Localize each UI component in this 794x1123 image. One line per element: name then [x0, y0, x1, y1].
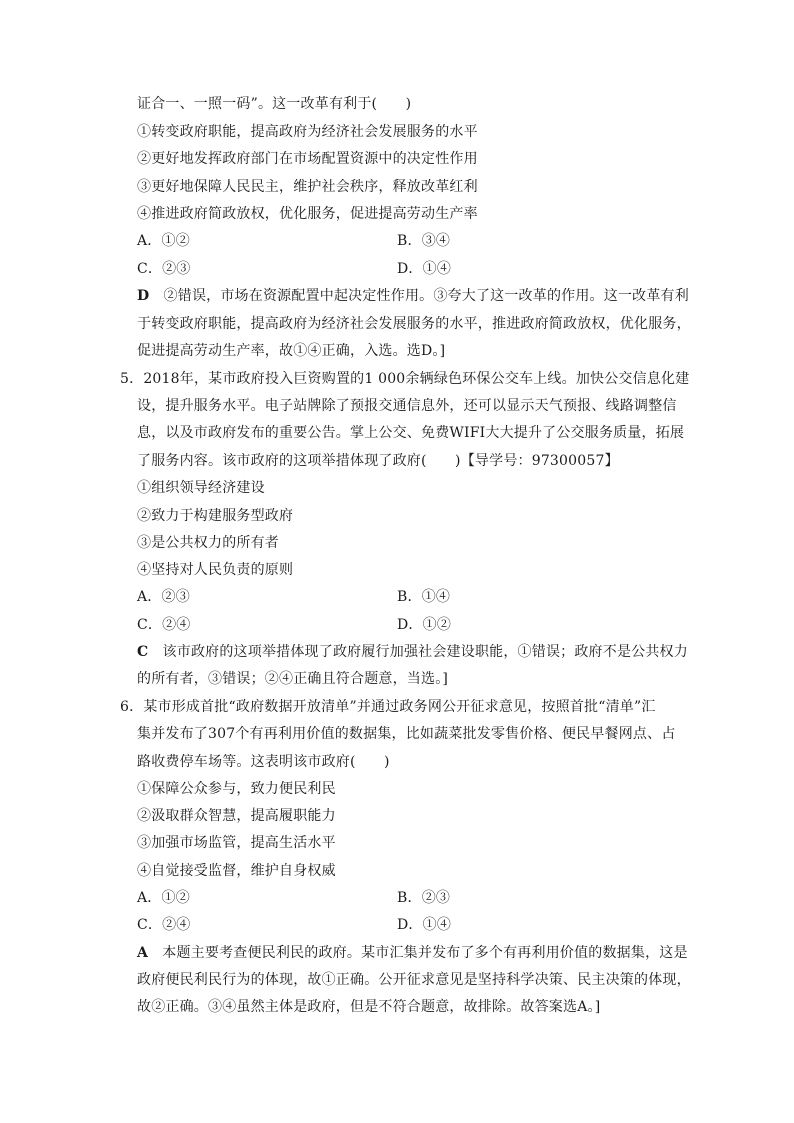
- q6-option-b: B．②③: [397, 890, 451, 906]
- q6-item-3: ③加强市场监管，提高生活水平: [137, 835, 336, 851]
- q5-stem-text: 2018年，某市政府投入巨资购置的1 000余辆绿色环保公交车上线。加快公交信息化建: [143, 371, 690, 387]
- q4-item-1: ①转变政府职能，提高政府为经济社会发展服务的水平: [137, 124, 478, 140]
- q4-explanation-line-3: 促进提高劳动生产率，故①④正确，入选。选D。]: [137, 343, 446, 359]
- q4-explanation-line-1: [137, 286, 689, 306]
- q5-stem-line-3: 息，以及市政府发布的重要公告。掌上公交、免费WIFI大大提升了公交服务质量，拓展: [137, 425, 685, 441]
- q4-stem-tail: 证合一、一照一码”。这一改革有利于( ): [137, 96, 412, 112]
- q6-stem-line-1: [120, 697, 656, 717]
- q5-stem-line-1: [120, 369, 689, 389]
- q6-item-1: ①保障公众参与，致力便民利民: [137, 781, 336, 797]
- q5-stem-line-4: 了服务内容。该市政府的这项举措体现了政府( )【导学号：97300057】: [137, 453, 619, 469]
- q6-option-a: A．①②: [137, 890, 190, 906]
- q6-number: 6．: [120, 699, 144, 715]
- q5-explanation-line-2: 的所有者，③错误；②④正确且符合题意，当选。]: [137, 671, 449, 687]
- q6-explanation-line-3: 故②正确。③④虽然主体是政府，但是不符合题意，故排除。故答案选A。]: [137, 999, 601, 1015]
- q4-option-b: B．③④: [397, 233, 451, 249]
- q4-item-3: ③更好地保障人民民主，维护社会秩序，释放改革红利: [137, 179, 478, 195]
- q5-explanation-line-1: [137, 642, 688, 662]
- q6-option-d: D．①④: [397, 917, 452, 933]
- q5-explanation-text: 该市政府的这项举措体现了政府履行加强社会建设职能，①错误；政府不是公共权力: [162, 644, 688, 660]
- q5-item-1: ①组织领导经济建设: [137, 480, 265, 496]
- q5-item-4: ④坚持对人民负责的原则: [137, 562, 294, 578]
- q5-number: 5．: [120, 371, 144, 387]
- q6-explanation-text: 本题主要考查便民利民的政府。某市汇集并发布了多个有再利用价值的数据集，这是: [162, 945, 688, 961]
- q6-item-2: ②汲取群众智慧，提高履职能力: [137, 808, 336, 824]
- q4-explanation-line-2: 于转变政府职能，提高政府为经济社会发展服务的水平，推进政府简政放权，优化服务，: [137, 316, 691, 332]
- q5-option-b: B．①④: [397, 589, 451, 605]
- q5-option-d: D．①②: [397, 617, 452, 633]
- q5-item-2: ②致力于构建服务型政府: [137, 508, 294, 524]
- q6-item-4: ④自觉接受监督，维护自身权威: [137, 863, 336, 879]
- q6-answer-letter: A: [137, 945, 149, 961]
- q6-stem-text: 某市形成首批“政府数据开放清单”并通过政务网公开征求意见，按照首批“清单”汇: [143, 699, 656, 715]
- q4-option-a: A．①②: [137, 233, 190, 249]
- q4-option-d: D．①④: [397, 261, 452, 277]
- q6-explanation-line-2: 政府便民利民行为的体现，故①正确。公开征求意见是坚持科学决策、民主决策的体现，: [137, 972, 691, 988]
- q4-option-c: C．②③: [137, 261, 191, 277]
- q6-stem-line-2: 集并发布了307个有再利用价值的数据集，比如蔬菜批发零售价格、便民早餐网点、占: [137, 726, 676, 742]
- q5-item-3: ③是公共权力的所有者: [137, 535, 279, 551]
- q5-option-a: A．②③: [137, 589, 190, 605]
- q5-stem-line-2: 设，提升服务水平。电子站牌除了预报交通信息外，还可以显示天气预报、线路调整信: [137, 398, 677, 414]
- q5-option-c: C．②④: [137, 617, 191, 633]
- q4-answer-letter: D: [137, 288, 150, 304]
- q4-item-4: ④推进政府简政放权，优化服务，促进提高劳动生产率: [137, 206, 478, 222]
- q4-item-2: ②更好地发挥政府部门在市场配置资源中的决定性作用: [137, 151, 478, 167]
- q4-explanation-text: ②错误，市场在资源配置中起决定性作用。③夸大了这一改革的作用。这一改革有利: [163, 288, 689, 304]
- q6-explanation-line-1: [137, 943, 688, 963]
- q6-option-c: C．②④: [137, 917, 191, 933]
- q5-answer-letter: C: [137, 644, 149, 660]
- q6-stem-line-3: 路收费停车场等。这表明该市政府( ): [137, 754, 390, 770]
